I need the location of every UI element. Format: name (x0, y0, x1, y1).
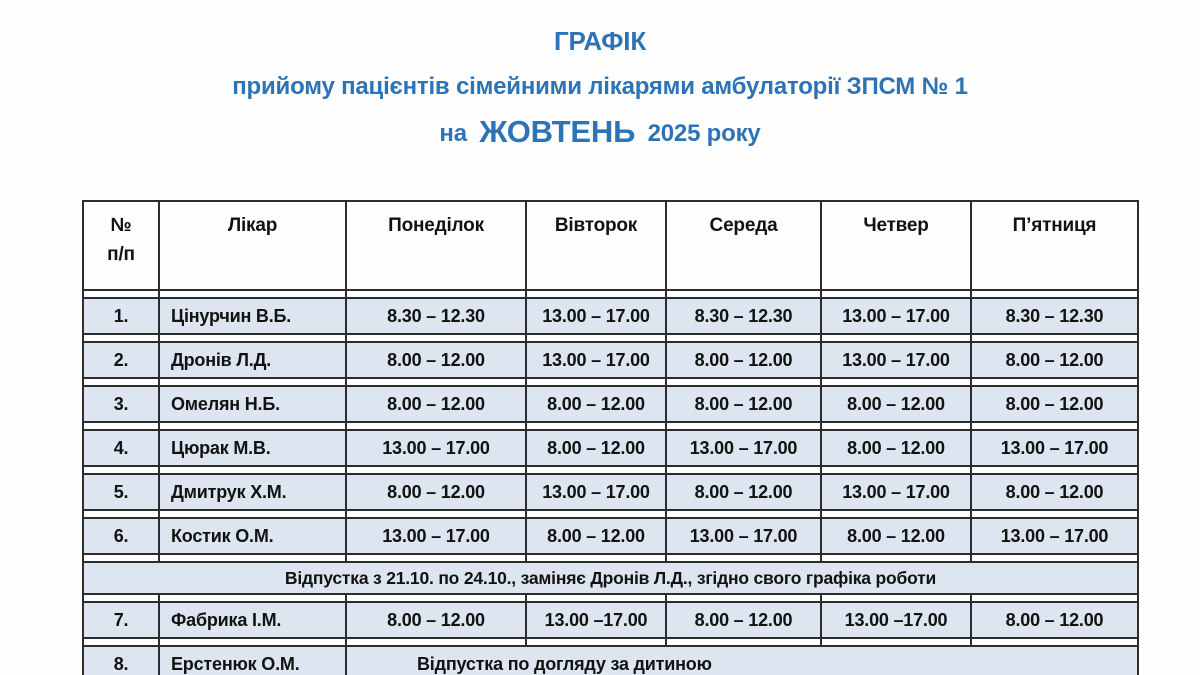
time-cell: 13.00 – 17.00 (971, 518, 1138, 554)
time-cell: 13.00 – 17.00 (526, 342, 666, 378)
col-header-doctor: Лікар (159, 201, 346, 290)
time-cell: 13.00 –17.00 (821, 602, 971, 638)
period-month: ЖОВТЕНЬ (479, 114, 636, 149)
row-spacer (83, 422, 1138, 430)
vacation-note-row (83, 562, 1138, 594)
time-cell: 13.00 – 17.00 (666, 430, 821, 466)
time-cell: 8.00 – 12.00 (526, 430, 666, 466)
table-header-row (83, 201, 1138, 290)
doctor-name: Костик О.М. (159, 518, 346, 554)
time-cell: 13.00 – 17.00 (666, 518, 821, 554)
title-block (0, 0, 1200, 150)
doctor-name: Цюрак М.В. (159, 430, 346, 466)
table-row (83, 518, 1138, 554)
time-cell: 8.00 – 12.00 (666, 474, 821, 510)
time-cell: 8.00 – 12.00 (666, 342, 821, 378)
time-cell: 8.30 – 12.30 (971, 298, 1138, 334)
row-spacer (83, 334, 1138, 342)
childcare-note: Відпустка по догляду за дитиною (346, 646, 1138, 675)
table-row (83, 430, 1138, 466)
time-cell: 13.00 – 17.00 (821, 298, 971, 334)
row-spacer (83, 594, 1138, 602)
time-cell: 8.00 – 12.00 (666, 602, 821, 638)
col-header-num-line2: п/п (107, 244, 135, 266)
time-cell: 8.00 – 12.00 (821, 386, 971, 422)
time-cell: 13.00 – 17.00 (821, 342, 971, 378)
table-row (83, 646, 1138, 675)
col-header-monday: Понеділок (346, 201, 526, 290)
doctor-name: Омелян Н.Б. (159, 386, 346, 422)
time-cell: 13.00 – 17.00 (821, 474, 971, 510)
row-num: 7. (83, 602, 159, 638)
page-period (0, 114, 1200, 150)
doctor-name: Фабрика І.М. (159, 602, 346, 638)
time-cell: 13.00 – 17.00 (526, 474, 666, 510)
doctor-name: Дронів Л.Д. (159, 342, 346, 378)
table-row (83, 298, 1138, 334)
row-spacer (83, 510, 1138, 518)
table-row (83, 386, 1138, 422)
period-prefix: на (439, 120, 467, 147)
time-cell: 8.00 – 12.00 (971, 386, 1138, 422)
time-cell: 8.00 – 12.00 (971, 602, 1138, 638)
col-header-tuesday: Вівторок (526, 201, 666, 290)
row-num: 6. (83, 518, 159, 554)
time-cell: 13.00 – 17.00 (346, 518, 526, 554)
row-num: 4. (83, 430, 159, 466)
time-cell: 8.00 – 12.00 (526, 386, 666, 422)
time-cell: 8.00 – 12.00 (821, 518, 971, 554)
time-cell: 8.00 – 12.00 (346, 602, 526, 638)
period-suffix: 2025 року (647, 120, 761, 147)
col-header-num (83, 201, 159, 290)
col-header-thursday: Четвер (821, 201, 971, 290)
row-num: 5. (83, 474, 159, 510)
time-cell: 8.30 – 12.30 (346, 298, 526, 334)
page-subtitle: прийому пацієнтів сімейними лікарями амбулаторії ЗПСМ № 1 (232, 73, 968, 100)
row-spacer (83, 638, 1138, 646)
time-cell: 13.00 – 17.00 (526, 298, 666, 334)
time-cell: 8.00 – 12.00 (346, 342, 526, 378)
row-num: 2. (83, 342, 159, 378)
row-spacer (83, 290, 1138, 298)
row-num: 3. (83, 386, 159, 422)
doctor-name: Цінурчин В.Б. (159, 298, 346, 334)
schedule-table (82, 200, 1139, 675)
time-cell: 13.00 –17.00 (526, 602, 666, 638)
time-cell: 8.00 – 12.00 (346, 386, 526, 422)
time-cell: 13.00 – 17.00 (346, 430, 526, 466)
col-header-friday: П’ятниця (971, 201, 1138, 290)
time-cell: 8.00 – 12.00 (971, 474, 1138, 510)
col-header-num-line1: № (110, 215, 132, 236)
vacation-note: Відпустка з 21.10. по 24.10., заміняє Дронів Л.Д., згідно свого графіка роботи (83, 562, 1138, 594)
time-cell: 8.00 – 12.00 (346, 474, 526, 510)
row-spacer (83, 378, 1138, 386)
doctor-name: Дмитрук Х.М. (159, 474, 346, 510)
row-num: 1. (83, 298, 159, 334)
page-title: ГРАФІК (553, 26, 646, 56)
time-cell: 8.00 – 12.00 (821, 430, 971, 466)
table-row (83, 474, 1138, 510)
doctor-name: Ерстенюк О.М. (159, 646, 346, 675)
time-cell: 8.30 – 12.30 (666, 298, 821, 334)
row-spacer (83, 466, 1138, 474)
time-cell: 13.00 – 17.00 (971, 430, 1138, 466)
time-cell: 8.00 – 12.00 (666, 386, 821, 422)
time-cell: 8.00 – 12.00 (526, 518, 666, 554)
row-spacer (83, 554, 1138, 562)
row-num: 8. (83, 646, 159, 675)
table-row (83, 342, 1138, 378)
table-row (83, 602, 1138, 638)
col-header-wednesday: Середа (666, 201, 821, 290)
time-cell: 8.00 – 12.00 (971, 342, 1138, 378)
